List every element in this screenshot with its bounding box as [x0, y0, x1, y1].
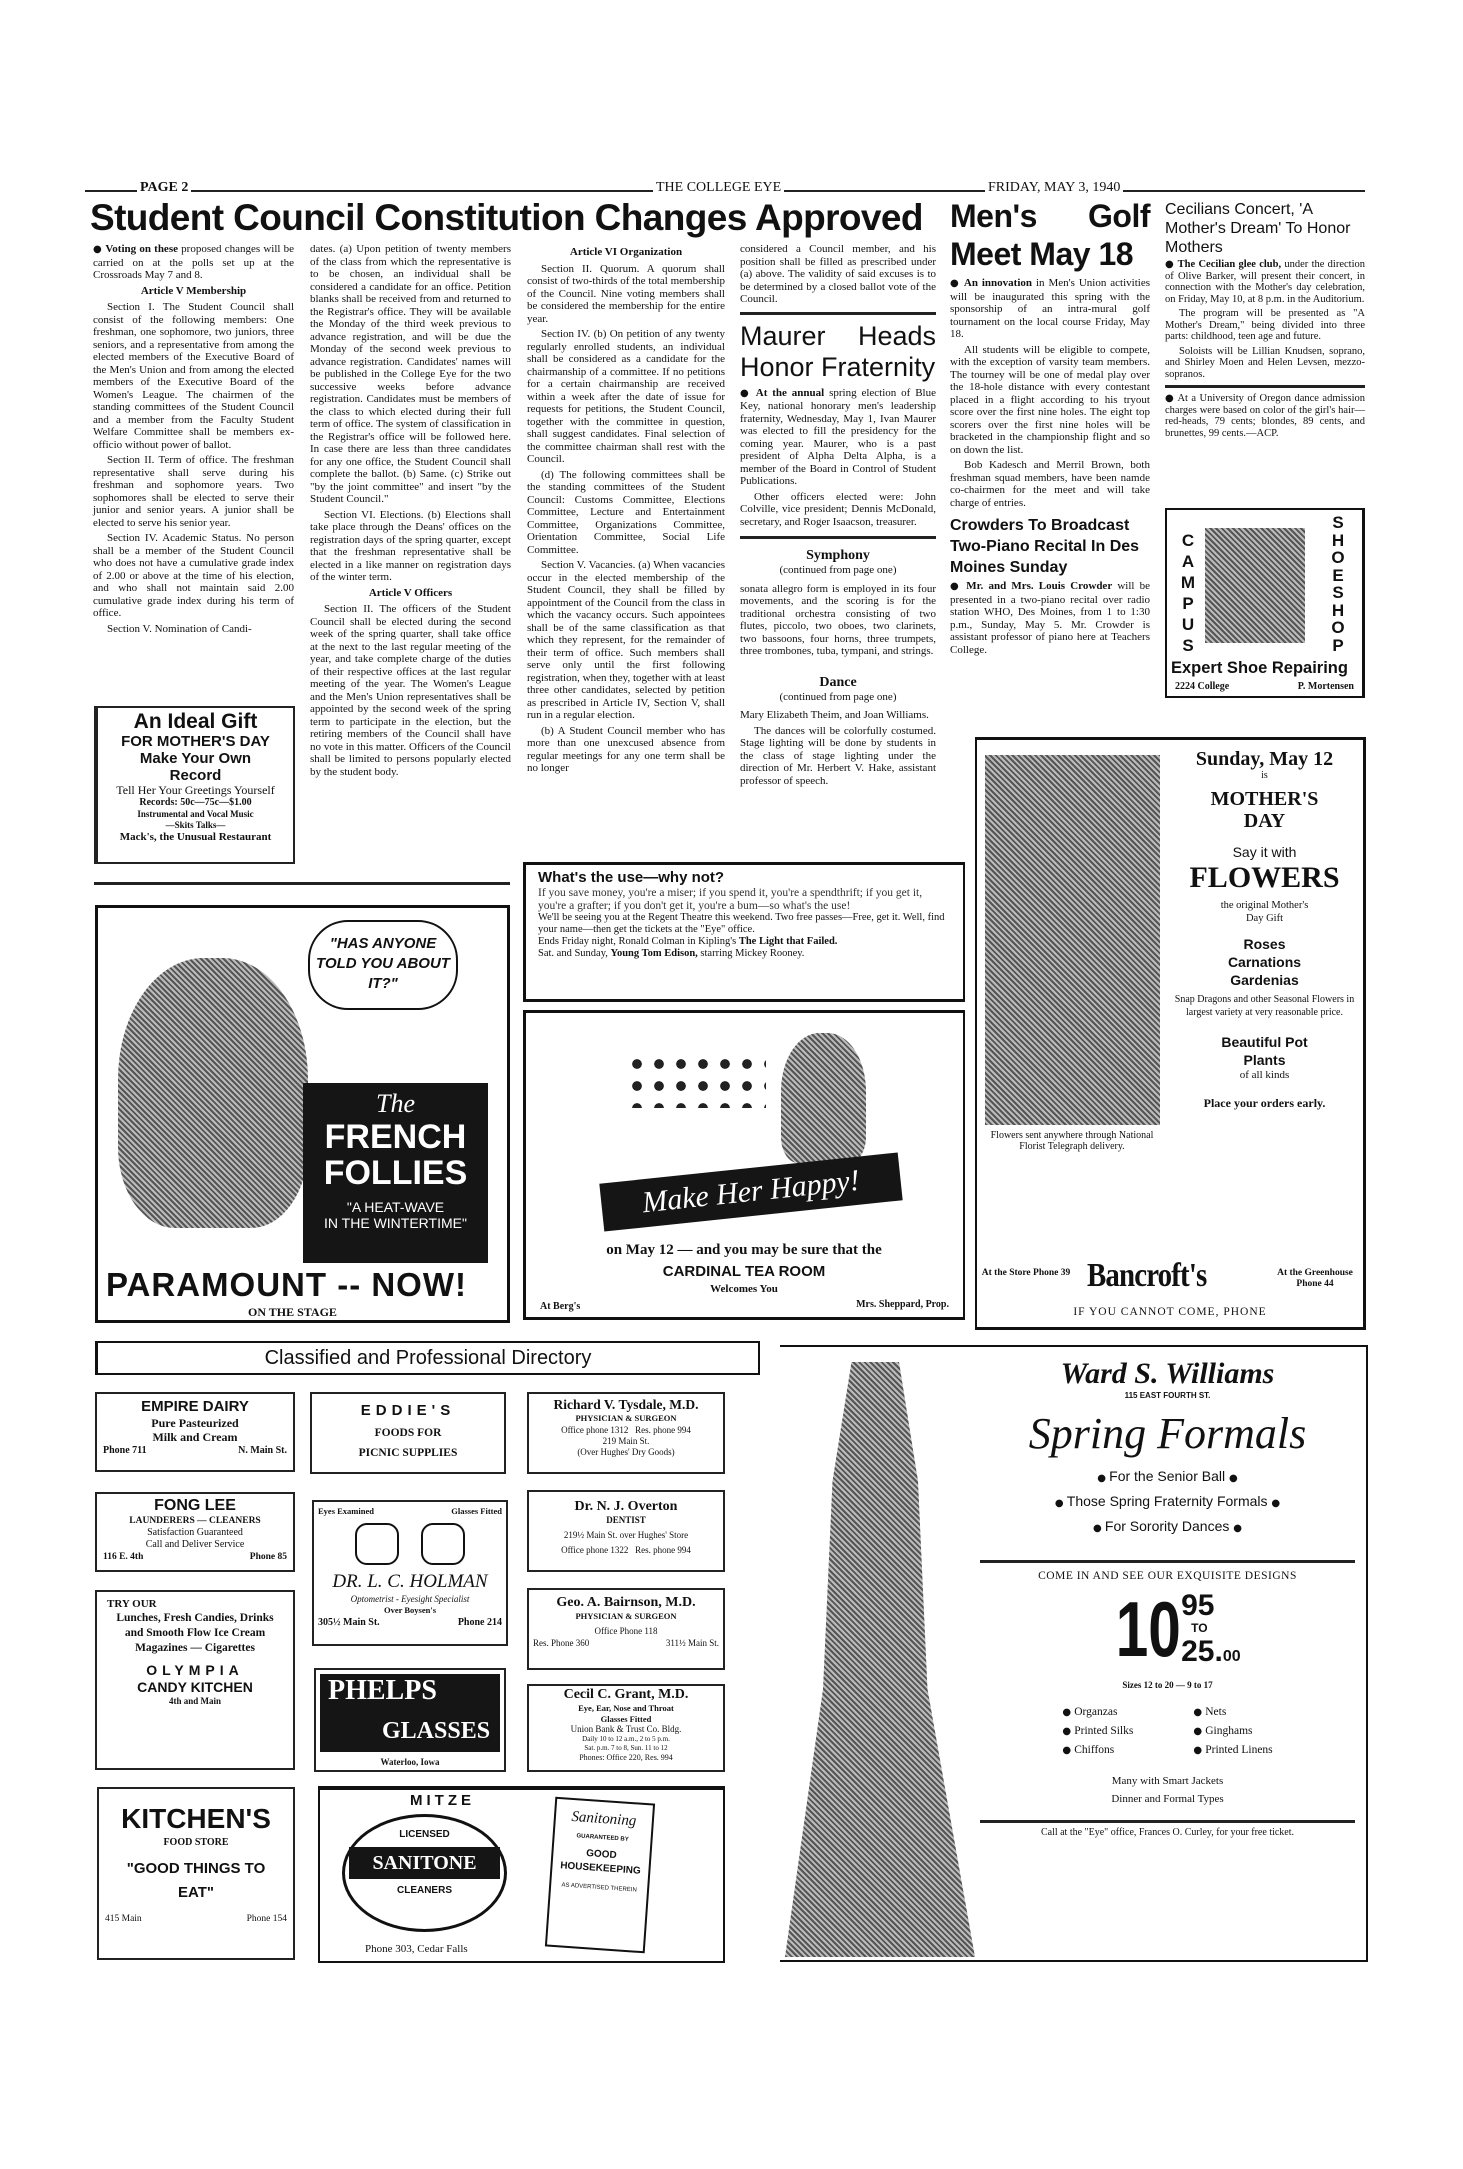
occasion-label: Those Spring Fraternity Formals: [1066, 1493, 1268, 1509]
address: 4th and Main: [168, 1696, 221, 1706]
roses-illustration: [626, 1053, 766, 1108]
doctor-name: Cecil C. Grant, M.D.: [563, 1687, 689, 1702]
lead-bold: Mr. and Mrs. Louis Crowder: [966, 580, 1113, 592]
bairnson-listing: [527, 1588, 725, 1670]
golf-column: [950, 197, 1150, 659]
occasion-label: For the Senior Ball: [1109, 1468, 1226, 1484]
owner: P. Mortensen: [1297, 681, 1354, 692]
address: Union Bank & Trust Co. Bldg.: [570, 1724, 682, 1734]
issue-date: FRIDAY, MAY 3, 1940: [985, 180, 1123, 196]
lead-bold: At the annual: [755, 386, 825, 399]
sanitone-logo: [342, 1814, 507, 1932]
fabric-list: [970, 1703, 1365, 1760]
store-address: 115 EAST FOURTH ST.: [1124, 1391, 1211, 1400]
phone: Phone 85: [249, 1552, 287, 1562]
eyeglasses-icon: [355, 1523, 465, 1565]
business-name: KITCHEN'S: [121, 1803, 271, 1834]
box-paragraph: [538, 948, 951, 960]
occasion-item: [970, 1465, 1365, 1490]
paragraph: Section I. The Student Council shall consist of the following members: One freshman, one sophomore, two juniors, three seniors, and a representative from among the elected members of the Executive Board of the Men's Union and from among the elected members of the Executive Board of the Women's League. The chairmen of the standing committees of the Student Council and a member from the Faculty Student Welfare Committee shall be members ex-officio without power of ballot.: [93, 301, 294, 451]
paragraph: The dances will be colorfully costumed. Stage lighting will be done by students in the class of stage lighting under the direction of Mr. Herbert V. Hake, assistant professor of speech.: [740, 724, 936, 787]
paragraph: At a University of Oregon dance admission charges were based on color of the girl's hair—red-heads, 79 cents; blondes, 89 cents, and brunettes, 99 cents.—ACP.: [1165, 393, 1365, 439]
speech-bubble: "HAS ANYONE TOLD YOU ABOUT IT?": [308, 920, 458, 1010]
text: Ends Friday night, Ronald Colman in Kipling's: [538, 936, 739, 947]
doctor-name: Geo. A. Bairnson, M.D.: [556, 1595, 696, 1610]
paragraph: The program will be presented as "A Mother's Dream," being divided into three parts: childhood, teen age and future.: [1165, 308, 1365, 342]
paragraph: Section IV. (b) On petition of any twenty regularly enrolled students, an individual shall be considered as a candidate for the chairmanship of a committee. If no petitions for a certain chairmanship are received within a week after the date of issue for requests for petitions, the Student Council, together with the committee in question, shall suggest candidates. Final selection of the committee chairman shall rest with the Council.: [527, 328, 725, 465]
divider: [980, 1820, 1355, 1823]
ad-title: Spring Formals: [1028, 1409, 1307, 1458]
phelps-logo: [320, 1674, 500, 1752]
phone: Phone 214: [457, 1617, 502, 1628]
paragraph: dates. (a) Upon petition of twenty members of the class from which the representative is to be chosen, an individual shall be considered a candidate for an office. Petition blanks shall be received from and returned to the Registrar's office. They will be available the Monday of the third week previous to advance registration, and will be due the Monday of the second week previous to advance registration. Candidates' names will be published in the College Eye for the two successive weeks before advance registration. Candidates must be members of the class to which elected during their full term of office. The system of classification in the Registrar's office will be followed here. In case there are less than three candidates for any one office, the Student Council shall complete the ballot. (b) Same. (c) Strike out "by the joint committee" and insert "by the Student Council.": [310, 243, 511, 505]
paragraph: Section V. Nomination of Candi-: [107, 622, 252, 635]
ad-line: Tell Her Your Greetings Yourself: [116, 783, 275, 797]
business-name: CANDY KITCHEN: [137, 1679, 253, 1695]
listing-line: LAUNDERERS — CLEANERS: [129, 1516, 261, 1526]
fabric-label: Chiffons: [1074, 1744, 1115, 1756]
address: 311½ Main St.: [665, 1638, 719, 1648]
listing-line: Milk and Cream: [152, 1430, 238, 1444]
bullet-icon: ●: [1054, 1498, 1067, 1509]
phone: Office Phone 118: [594, 1626, 658, 1636]
occasion-item: [970, 1490, 1365, 1515]
city: Waterloo, Iowa: [380, 1757, 440, 1767]
flower-item: Roses: [1243, 936, 1286, 952]
occasion-item: [970, 1515, 1365, 1540]
bullet-icon: ●: [1097, 1473, 1110, 1484]
kitchens-food-store-listing: [97, 1787, 295, 1960]
ad-title: Expert Shoe Repairing: [1171, 659, 1348, 677]
theatre-name: PARAMOUNT -- NOW!: [106, 1266, 467, 1303]
doctor-title: PHYSICIAN & SURGEON: [575, 1413, 677, 1423]
divider: [980, 1560, 1355, 1563]
fabric-label: Ginghams: [1205, 1725, 1253, 1737]
divider: [1165, 385, 1365, 388]
doctor-title: PHYSICIAN & SURGEON: [575, 1611, 677, 1621]
mothers-day-record-ad: [94, 706, 295, 864]
doctor-name: DR. L. C. HOLMAN: [332, 1571, 488, 1592]
ad-line: the original Mother's Day Gift: [1220, 900, 1309, 924]
ad-line: on May 12 — and you may be sure that the: [606, 1242, 882, 1258]
ticket-note: Call at the "Eye" office, Frances O. Curley, for your free ticket.: [1040, 1827, 1295, 1838]
ad-line: Dinner and Formal Types: [1111, 1793, 1224, 1805]
price-dollars: 10: [1116, 1585, 1182, 1673]
lead-text: under the direction of Olive Barker, will present their concert, in connection with the Mother's day celebration, on Friday, May 10, at 8 p.m. in the Auditorium.: [1165, 259, 1366, 305]
phone: Phone 711: [103, 1445, 147, 1456]
woman-illustration: [781, 1033, 866, 1163]
bullet-icon: ●: [1165, 259, 1175, 270]
sizes: Sizes 12 to 20 — 9 to 17: [1122, 1680, 1213, 1690]
text: Sat. and Sunday,: [538, 948, 611, 959]
paragraph: (d) The following committees shall be the standing committees of the Student Council: Customs Committee, Elections Committee, Lecture and Entertainment Committee, Organizations Committee, Orientation Committee, Social Life Committee.: [527, 468, 725, 556]
directory-title: Classified and Professional Directory: [264, 1347, 592, 1369]
lead-text: spring election of Blue Key, national honorary men's leadership fraternity, Wednesday, May 1, Ivan Maurer was elected to fill the presidency for the coming year. Maurer, who is a past president of Alpha Delta Alpha, is a member of the Board in Control of Student Publications.: [740, 386, 936, 487]
listing-line: Glasses Fitted: [600, 1713, 652, 1724]
continued-note: (continued from page one): [779, 690, 897, 703]
listing-line: Call and Deliver Service: [145, 1539, 245, 1550]
listing-line: PICNIC SUPPLIES: [358, 1447, 458, 1459]
tagline: IN THE WINTERTIME": [324, 1215, 467, 1231]
title-block: [303, 1083, 488, 1263]
business-name: EMPIRE DAIRY: [141, 1398, 249, 1415]
price-high: 25.: [1181, 1635, 1223, 1669]
ad-title: An Ideal Gift: [133, 710, 258, 733]
divider: [740, 536, 936, 539]
business-name: EDDIE'S: [360, 1402, 456, 1419]
ad-line: of all kinds: [1239, 1069, 1290, 1081]
address: 219½ Main St. over Hughes' Store: [563, 1530, 689, 1540]
fabric-item: ● Nets: [1193, 1706, 1227, 1718]
whats-the-use-box: [523, 862, 965, 1002]
doctor-name: Dr. N. J. Overton: [574, 1499, 678, 1514]
location-note: Over Boysen's: [383, 1605, 437, 1615]
address: 219 Main St.: [602, 1436, 650, 1446]
price-detail: [1181, 1589, 1241, 1668]
ad-vertical-right: SHOESHOP: [1331, 513, 1345, 655]
paragraph: Section IV. Academic Status. No person shall be a member of the Student Council who does not have a cumulative grade index of 2.00 or above at the time of his election, and who shall not maintain said 2.00 cumulative grade index during his term of office.: [93, 532, 294, 619]
french-follies-ad: [95, 905, 510, 1323]
flower-item: Gardenias: [1230, 972, 1299, 988]
woman-with-roses-illustration: [985, 755, 1160, 1125]
box-paragraph: If you save money, you're a miser; if you spend it, you're a spendthrift; if you get it, you're a grafter; if you don't get it, you're a bum—so what's the use!: [538, 887, 923, 912]
ad-line: Instrumental and Vocal Music: [137, 809, 254, 819]
phones: Office phone 1312 Res. phone 994: [561, 1425, 691, 1435]
ad-prices: Records: 50c—75c—$1.00: [139, 797, 252, 808]
business-name: OLYMPIA: [146, 1662, 244, 1678]
movie-title: Young Tom Edison,: [610, 948, 698, 959]
ad-line: FOR MOTHER'S DAY: [121, 733, 270, 750]
seal-text: GUARANTEED BY: [576, 1833, 629, 1843]
address: 305½ Main St.: [318, 1617, 380, 1628]
bancroft-logo: Bancroft's: [1087, 1257, 1207, 1294]
bullet-icon: ●: [740, 387, 751, 399]
listing-line: Eyes Examined: [318, 1506, 374, 1516]
price-range: [970, 1585, 1365, 1673]
occasion-label: For Sorority Dances: [1104, 1518, 1230, 1534]
ad-line: Make Your Own: [139, 750, 252, 767]
story-column-4: [740, 243, 936, 790]
address: 415 Main: [105, 1914, 142, 1924]
bullet-icon: ●: [950, 278, 960, 289]
ad-line: —Skits Talks—: [165, 820, 226, 830]
title-the: The: [376, 1089, 415, 1118]
bullet-icon: ●: [1233, 1523, 1242, 1534]
address: 116 E. 4th: [103, 1552, 144, 1562]
divider: [740, 312, 936, 315]
paragraph: Bob Kadesch and Merril Brown, both freshman squad members, have been namde co-chairmen for the meet and will take charge of entries.: [950, 459, 1150, 509]
mothers-day-heading: MOTHER'S DAY: [1210, 788, 1319, 832]
campus-shoe-shop-ad: [1165, 508, 1365, 698]
ad-line: Say it with: [1232, 844, 1297, 860]
paragraph: Other officers elected were: John Colville, vice president; Dennis McDonald, secretary, and Roger Isaacson, treasurer.: [740, 490, 936, 528]
fabric-item: ● Chiffons: [1062, 1744, 1115, 1756]
shoemaker-photo: [1205, 528, 1305, 643]
eddies-listing: [310, 1392, 506, 1474]
grant-listing: [527, 1684, 725, 1772]
page-number: PAGE 2: [137, 180, 191, 196]
listing-line: FOOD STORE: [163, 1837, 229, 1848]
doctor-title: Optometrist - Eyesight Specialist: [350, 1594, 470, 1604]
box-paragraph: [538, 936, 951, 948]
bullet-icon: ●: [93, 244, 103, 255]
logo-text: CLEANERS: [396, 1885, 452, 1896]
crowders-headline: Crowders To Broadcast Two-Piano Recital In Des Moines Sunday: [950, 517, 1140, 576]
phone: Phone 154: [246, 1914, 287, 1924]
paragraph: sonata allegro form is employed in its four movements, and the scoring is for the traditional orchestra consisting of two flutes, piccolo, two oboes, two clarinets, two bassoons, four horns, three trumpets, three trombones, tuba, tympani, and strings.: [740, 582, 936, 657]
listing-line: TRY OUR: [107, 1598, 157, 1610]
story-column-2: [310, 243, 511, 781]
ad-line: COME IN AND SEE OUR EXQUISITE DESIGNS: [1038, 1570, 1297, 1582]
article-heading: Article V Officers: [368, 586, 453, 599]
lead-text: in Men's Union activities will be inaugurated this spring with the sponsorship of an intra-mural golf tournament on the local course Friday, May 18.: [950, 277, 1150, 340]
ad-text: [970, 1357, 1365, 1839]
golf-headline: Men's Golf Meet May 18: [950, 198, 1150, 272]
welcome-text: Welcomes You: [710, 1283, 778, 1295]
price-to: TO: [1191, 1621, 1208, 1635]
tea-room-name: CARDINAL TEA ROOM: [662, 1263, 826, 1280]
ad-date: Sunday, May 12: [1195, 748, 1334, 770]
dance-heading: Dance: [819, 674, 857, 690]
listing-line: Lunches, Fresh Candies, Drinks and Smooth Flow Ice Cream: [116, 1612, 274, 1639]
hours: Sat. p.m. 7 to 8, Sun. 11 to 12: [584, 1743, 668, 1752]
paragraph: Soloists will be Lillian Knudsen, soprano, and Shirley Moen and Helen Levsen, mezzo-sopranos.: [1165, 345, 1365, 380]
bullet-icon: ●: [1092, 1523, 1105, 1534]
fabric-item: ● Ginghams: [1193, 1725, 1253, 1737]
ad-line: Snap Dragons and other Seasonal Flowers in largest variety at very reasonable price.: [1174, 994, 1355, 1018]
ad-sponsor: Mack's, the Unusual Restaurant: [119, 831, 272, 843]
listing-line: Eye, Ear, Nose and Throat: [578, 1703, 674, 1713]
ad-line: Record: [169, 767, 222, 784]
fabric-label: Organzas: [1074, 1706, 1118, 1718]
fabric-label: Printed Linens: [1205, 1744, 1273, 1756]
divider: [94, 882, 510, 885]
overton-listing: [527, 1490, 725, 1572]
paragraph: All students will be eligible to compete, with the exception of varsity team members. The tourney will be one of medal play over the 18-hole distance with every contestant placed in a flight according to his tryout score over the first nine holes. The eight top scorers over the first nine holes will be bracketed in the championship flight and so on down the list.: [950, 343, 1150, 456]
paragraph: (b) A Student Council member who has more than one unexcused absence from regular meetings for any one term shall be no longer: [527, 724, 725, 774]
proprietor: Mrs. Sheppard, Prop.: [856, 1299, 949, 1310]
mitze-cleaners-listing: [318, 1786, 725, 1963]
directory-header: [95, 1341, 760, 1375]
cecilians-column: [1165, 200, 1365, 442]
fabric-item: ● Printed Linens: [1193, 1744, 1273, 1756]
phones: Office phone 1322 Res. phone 994: [561, 1545, 691, 1555]
doctor-name: Richard V. Tysdale, M.D.: [553, 1397, 699, 1412]
article-heading: Article VI Organization: [569, 246, 683, 258]
bancroft-flowers-ad: [975, 737, 1366, 1330]
fabric-item: ● Organzas: [1062, 1706, 1118, 1718]
ad-vertical-left: CAMPUS: [1180, 531, 1196, 655]
symphony-heading: Symphony: [806, 548, 870, 563]
story-column-3: [527, 243, 725, 778]
location: At Berg's: [540, 1301, 581, 1312]
paper-name: THE COLLEGE EYE: [653, 180, 784, 196]
delivery-note: Flowers sent anywhere through National Florist Telegraph delivery.: [990, 1130, 1154, 1152]
article-heading: Article V Membership: [140, 284, 247, 297]
tysdale-listing: [527, 1392, 725, 1474]
price-low-cents: 95: [1181, 1589, 1215, 1622]
seal-text: AS ADVERTISED THEREIN: [561, 1882, 637, 1894]
cardinal-tea-room-ad: [523, 1010, 965, 1320]
story-column-1: [93, 243, 294, 638]
woman-in-gown-illustration: [785, 1362, 975, 1957]
price-high-cents: 00: [1222, 1648, 1241, 1666]
logo-text: PHELPS: [328, 1675, 437, 1706]
business-name: MITZE: [410, 1792, 475, 1809]
address: N. Main St.: [238, 1445, 287, 1456]
ad-line: is: [1261, 770, 1268, 781]
phone: Phone 303, Cedar Falls: [365, 1943, 468, 1955]
ad-line: Beautiful Pot Plants: [1221, 1034, 1308, 1068]
address-note: (Over Hughes' Dry Goods): [577, 1447, 675, 1457]
main-headline: Student Council Constitution Changes Approved: [90, 197, 923, 238]
lead-text: will be presented in a two-piano recital over radio station WHO, Des Moines, from 1 to 1:30 p.m., Sunday, May 5. Mr. Crowder is assistant professor of piano here at Teachers College.: [950, 580, 1151, 656]
bullet-icon: ●: [1165, 393, 1175, 404]
maurer-headline: Maurer Heads Honor Fraternity: [740, 320, 936, 382]
paragraph: considered a Council member, and his position shall be filled as prescribed under (a) above. The validity of said excuses is to be determined by a closed ballot vote of the Council.: [740, 243, 936, 305]
logo-text: GLASSES: [382, 1718, 491, 1744]
lead-text: proposed changes will be carried on at the polls set up at the Crossroads May 7 and 8.: [93, 243, 295, 281]
paragraph: Mary Elizabeth Theim, and Joan Williams.: [740, 709, 929, 721]
man-illustration: [118, 958, 308, 1228]
fong-lee-listing: [95, 1492, 295, 1572]
lead-bold: An innovation: [963, 277, 1033, 289]
listing-line: Pure Pasteurized: [151, 1416, 239, 1430]
good-housekeeping-seal: [545, 1797, 655, 1954]
store-phone: At the Store Phone 39: [981, 1268, 1071, 1278]
listing-line: FOODS FOR: [374, 1427, 442, 1439]
listing-line: Satisfaction Guaranteed: [147, 1527, 243, 1538]
phelps-glasses-listing: [314, 1668, 506, 1772]
address: 2224 College: [1175, 681, 1230, 692]
slogan: "GOOD THINGS TO EAT": [126, 1860, 266, 1901]
seal-text: GOOD HOUSEKEEPING: [559, 1847, 642, 1877]
text: starring Mickey Rooney.: [697, 948, 805, 959]
doctor-title: DENTIST: [606, 1515, 646, 1525]
greenhouse-phone: At the Greenhouse Phone 44: [1277, 1268, 1353, 1289]
movie-title: The Light that Failed.: [738, 936, 838, 947]
hours: Daily 10 to 12 a.m., 2 to 5 p.m.: [582, 1734, 670, 1743]
title-french: FRENCH: [324, 1118, 467, 1156]
bullet-icon: ●: [1229, 1473, 1238, 1484]
title-follies: FOLLIES: [323, 1154, 468, 1192]
flowers-heading: FLOWERS: [1189, 861, 1340, 894]
holman-listing: [312, 1500, 508, 1646]
listing-line: Glasses Fitted: [451, 1506, 502, 1516]
ward-williams-formals-ad: [780, 1345, 1368, 1962]
on-stage-note: ON THE STAGE: [248, 1305, 337, 1319]
tagline: "A HEAT-WAVE: [346, 1199, 445, 1215]
flower-item: Carnations: [1227, 954, 1302, 970]
business-name: FONG LEE: [154, 1497, 236, 1514]
paragraph: Section V. Vacancies. (a) When vacancies occur in the elected membership of the Student Council, they shall be filled by appointment of the Council from the class in which the vacancy occurs. Such appointees shall be of the same classification as that which they represent, for the remainder of their term of office. Such members shall serve only until the first following registration, when they, together with at least three other candidates, selected by petition as prescribed in Article IV, Section V, shall run in a regular election.: [527, 559, 725, 721]
ad-line: Place your orders early.: [1203, 1096, 1326, 1110]
cecilians-headline: Cecilians Concert, 'A Mother's Dream' To Honor Mothers: [1165, 201, 1351, 256]
continued-note: (continued from page one): [779, 564, 897, 576]
empire-dairy-listing: [95, 1392, 295, 1472]
fabric-label: Nets: [1205, 1706, 1227, 1718]
phone: Res. Phone 360: [533, 1638, 590, 1648]
phone-note: IF YOU CANNOT COME, PHONE: [1073, 1306, 1267, 1318]
store-logo: Ward S. Williams: [1060, 1357, 1275, 1390]
fabric-item: ● Printed Silks: [1062, 1725, 1134, 1737]
lead-bold: Voting on these: [105, 243, 178, 255]
paragraph: Section VI. Elections. (b) Elections shall take place through the Deans' offices on the registration days of the spring quarter, except that the freshman representative shall be elected in a like manner on registration days of the winter term.: [310, 508, 511, 583]
make-her-happy-banner: Make Her Happy!: [599, 1152, 902, 1231]
paragraph: Section II. Quorum. A quorum shall consist of two-thirds of the total membership of the Council. Nine voting members shall be considered the membership for the entire year.: [527, 262, 725, 325]
ad-line: Many with Smart Jackets: [1111, 1775, 1224, 1787]
paragraph: Section II. The officers of the Student Council shall be elected during the second week of the spring quarter, shall take office at the next to the last regular meeting of the year, and take complete charge of the duties of their respective offices at the last regular meeting of the year. The Women's League and the Men's Union representatives shall be appointed by the second week of the spring term to participate in the election, but the retiring members of the Council shall have no vote in this matter. Officers of the Council shall be limited to persons popularly elected by the student body.: [310, 603, 511, 778]
bullet-icon: ●: [950, 581, 962, 592]
box-title: What's the use—why not?: [538, 869, 725, 886]
olympia-candy-listing: [95, 1590, 295, 1770]
fabric-label: Printed Silks: [1074, 1725, 1134, 1737]
logo-text: LICENSED: [399, 1829, 450, 1840]
box-paragraph: We'll be seeing you at the Regent Theatre this weekend. Two free passes—Free, get it. Well, find your name—then get the tickets at the "Eye" office.: [538, 912, 945, 935]
ad-text-block: [1172, 748, 1357, 1110]
phones: Phones: Office 220, Res. 994: [579, 1752, 673, 1762]
bullet-icon: ●: [1271, 1498, 1281, 1509]
seal-text: Sanitoning: [570, 1808, 637, 1830]
paragraph: Section II. Term of office. The freshman representative shall serve during his freshman and sophomore years. Two sophomores shall be elected to serve their junior and senior years. A junior shall be elected to serve his senior year.: [93, 454, 294, 529]
listing-line: Magazines — Cigarettes: [135, 1642, 255, 1654]
logo-text: SANITONE: [349, 1847, 500, 1879]
lead-bold: The Cecilian glee club,: [1177, 259, 1282, 270]
